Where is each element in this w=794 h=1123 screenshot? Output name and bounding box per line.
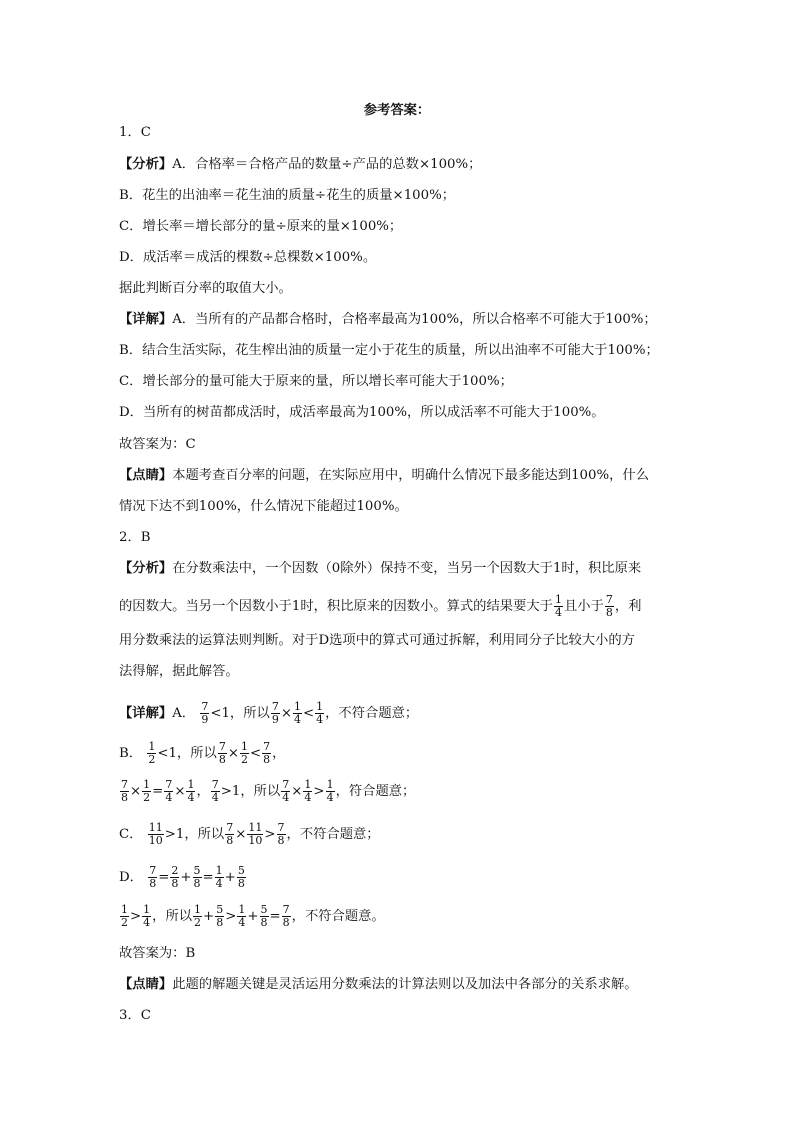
detail-text: A．当所有的产品都合格时，合格率最高为100%，所以合格率不可能大于100%； — [172, 312, 657, 327]
fraction: $\frac{1}{4}$ — [215, 864, 223, 890]
q2-answer: 故答案为：B — [119, 946, 196, 961]
q2-detail-d: D． $\frac{7}{8}$ = $\frac{2}{8}$ + $\frac{5}{8}$ = $\frac{1}{4}$ + $\frac{5}{8}$ — [119, 864, 245, 890]
fraction: $\frac{1}{4}$ — [143, 903, 151, 929]
q1-answer: 故答案为：C — [119, 437, 196, 452]
fraction: $\frac{11}{10}$ — [248, 821, 263, 847]
fraction: $\frac{7}{8}$ — [605, 593, 613, 619]
fraction: $\frac{7}{4}$ — [165, 778, 173, 804]
fraction: $\frac{1}{2}$ — [121, 903, 128, 929]
q1-comment-2: 情况下达不到100%，什么情况下能超过100%。 — [119, 499, 408, 514]
analysis-text: 且小于 — [563, 599, 604, 614]
fraction: $\frac{1}{4}$ — [326, 778, 334, 804]
analysis-text: ，利 — [614, 599, 642, 614]
fraction: $\frac{7}{8}$ — [226, 821, 234, 847]
fraction: $\frac{1}{2}$ — [148, 740, 156, 766]
fraction: $\frac{1}{4}$ — [554, 593, 562, 619]
q2-detail-c: C． $\frac{11}{10}$ >1，所以 $\frac{7}{8}$ × $\frac{11}{10}$ > $\frac{7}{8}$ ，不符合题意； — [119, 821, 380, 847]
q1-number: 1．C — [119, 125, 151, 140]
q1-analysis-5: 据此判断百分率的取值大小。 — [119, 281, 292, 296]
fraction: $\frac{1}{4}$ — [316, 700, 324, 726]
fraction: $\frac{5}{8}$ — [260, 903, 268, 929]
fraction: $\frac{7}{9}$ — [201, 700, 209, 726]
q1-detail-2: B．结合生活实际，花生榨出油的质量一定小于花生的质量，所以出油率不可能大于100%； — [119, 343, 659, 358]
q2-detail-b2: $\frac{7}{8}$ × $\frac{1}{2}$ = $\frac{7}{4}$ × $\frac{1}{4}$ ， $\frac{7}{4}$ >1，所以 $\frac{7}{4}$ × $\frac{1}{4}$ > $\frac{1}{4}$ ，符合题意； — [121, 778, 416, 804]
q2-analysis-2 — [119, 594, 641, 619]
analysis-text: 在分数乘法中，一个因数（0除外）保持不变，当另一个因数大于1时，积比原来 — [172, 561, 642, 576]
q1-detail-4: D．当所有的树苗都成活时，成活率最高为100%，所以成活率不可能大于100%。 — [119, 405, 605, 420]
fraction: $\frac{1}{4}$ — [293, 700, 301, 726]
fraction: $\frac{7}{8}$ — [263, 740, 271, 766]
fraction: $\frac{5}{8}$ — [216, 903, 224, 929]
fraction: $\frac{1}{4}$ — [304, 778, 312, 804]
fraction: $\frac{2}{8}$ — [171, 864, 179, 890]
q2-detail-b: B． $\frac{1}{2}$ <1，所以 $\frac{7}{8}$ × $\frac{1}{2}$ < $\frac{7}{8}$ ， — [119, 740, 286, 766]
fraction: $\frac{1}{2}$ — [194, 903, 202, 929]
analysis-text: A．合格率＝合格产品的数量÷产品的总数×100%； — [172, 157, 482, 172]
q1-comment-1 — [119, 467, 649, 485]
q3-number: 3．C — [119, 1008, 151, 1023]
q2-analysis-4: 法得解，据此解答。 — [119, 664, 239, 679]
fraction: $\frac{5}{8}$ — [237, 864, 245, 890]
fraction: $\frac{5}{8}$ — [193, 864, 201, 890]
q1-analysis-4: D．成活率＝成活的棵数÷总棵数×100%。 — [119, 250, 377, 265]
fraction: $\frac{7}{4}$ — [282, 778, 290, 804]
fraction: $\frac{7}{8}$ — [277, 821, 285, 847]
fraction: $\frac{7}{8}$ — [282, 903, 290, 929]
comment-tag: 【点睛】 — [119, 977, 173, 992]
fraction: $\frac{7}{8}$ — [218, 740, 226, 766]
fraction: $\frac{1}{2}$ — [143, 778, 151, 804]
analysis-text: 的因数大。当另一个因数小于1时，积比原来的因数小。算式的结果要大于 — [119, 599, 553, 614]
comment-text: 本题考查百分率的问题，在实际应用中，明确什么情况下最多能达到100%，什么 — [172, 468, 649, 483]
q2-analysis-1 — [119, 560, 641, 578]
fraction: $\frac{7}{9}$ — [271, 700, 279, 726]
detail-tag: 【详解】 — [119, 706, 173, 721]
q2-detail-a: 【详解】A． $\frac{7}{9}$ <1，所以 $\frac{7}{9}$ × $\frac{1}{4}$ < $\frac{1}{4}$ ，不符合题意； — [119, 700, 419, 726]
q1-analysis-2: B．花生的出油率＝花生油的质量÷花生的质量×100%； — [119, 188, 456, 203]
fraction: $\frac{1}{4}$ — [238, 903, 246, 929]
fraction: $\frac{1}{2}$ — [240, 740, 248, 766]
analysis-tag: 【分析】 — [119, 157, 173, 172]
fraction: $\frac{7}{4}$ — [211, 778, 219, 804]
comment-text: 此题的解题关键是灵活运用分数乘法的计算法则以及加法中各部分的关系求解。 — [172, 977, 638, 992]
analysis-tag: 【分析】 — [119, 561, 173, 576]
q2-detail-d2: $\frac{1}{2}$ > $\frac{1}{4}$ ，所以 $\frac{1}{2}$ + $\frac{5}{8}$ > $\frac{1}{4}$ + $\frac{5}{8}$ = $\frac{7}{8}$ ，不符合题意。 — [121, 903, 385, 929]
fraction: $\frac{7}{8}$ — [149, 864, 157, 890]
q2-comment — [119, 976, 638, 994]
q1-detail-1 — [119, 311, 657, 329]
q2-analysis-3: 用分数乘法的运算法则判断。对于D选项中的算式可通过拆解，利用同分子比较大小的方 — [119, 633, 635, 648]
comment-tag: 【点睛】 — [119, 468, 173, 483]
page-title: 参考答案： — [363, 103, 431, 118]
fraction: $\frac{7}{8}$ — [121, 778, 128, 804]
detail-tag: 【详解】 — [119, 312, 173, 327]
q1-detail-3: C．增长部分的量可能大于原来的量，所以增长率可能大于100%； — [119, 374, 513, 389]
q1-analysis-1 — [119, 156, 481, 174]
q2-number: 2．B — [119, 530, 151, 545]
fraction: $\frac{1}{4}$ — [187, 778, 195, 804]
fraction: $\frac{11}{10}$ — [148, 821, 163, 847]
q1-analysis-3: C．增长率＝增长部分的量÷原来的量×100%； — [119, 219, 403, 234]
